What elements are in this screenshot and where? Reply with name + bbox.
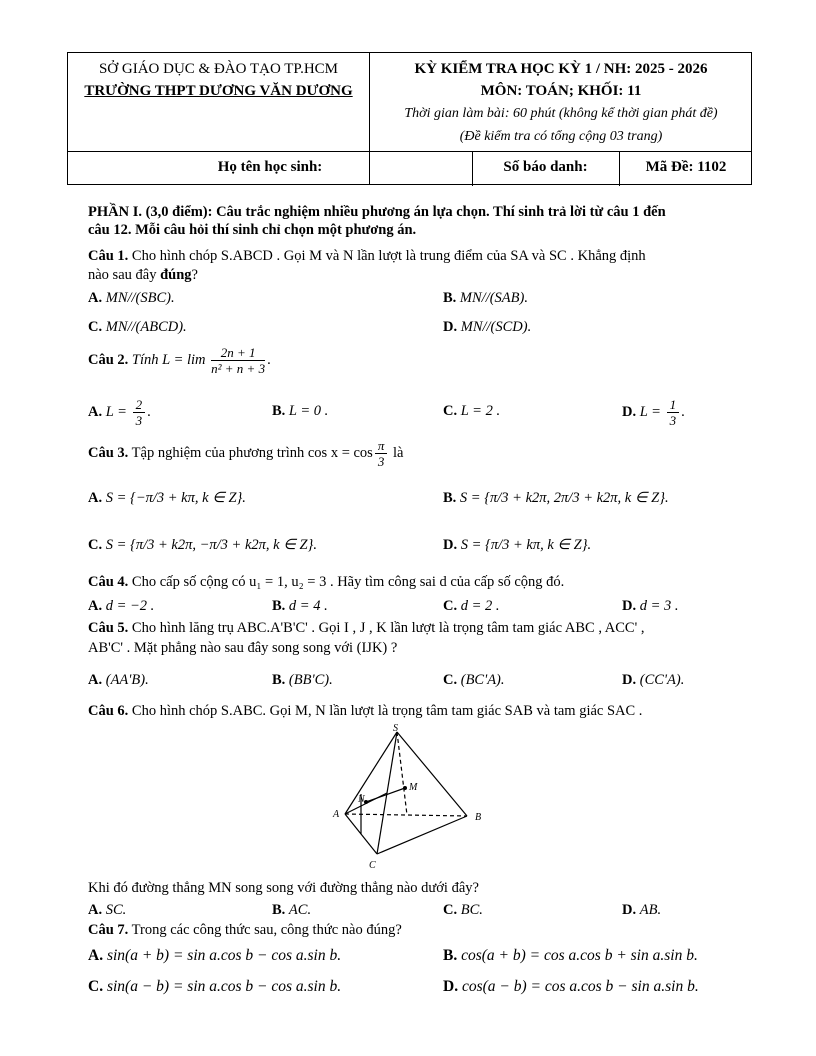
part1-heading-2: câu 12. Mỗi câu hỏi thí sinh chỉ chọn một phương án. <box>88 222 417 238</box>
question-6: Câu 6. Cho hình chóp S.ABC. Gọi M, N lần lượt là trọng tâm tam giác SAB và tam giác SAC . <box>88 703 643 719</box>
q6-option-c[interactable]: C. BC. <box>443 902 483 918</box>
q6-option-a[interactable]: A. SC. <box>88 902 127 918</box>
q2-option-b[interactable]: B. L = 0 . <box>272 403 329 419</box>
edge-SB <box>397 732 467 816</box>
question-7: Câu 7. Trong các công thức sau, công thức nào đúng? <box>88 922 402 938</box>
q7-option-d[interactable]: D. cos(a − b) = cos a.cos b − sin a.sin b. <box>443 978 699 995</box>
q6-text-cont: Khi đó đường thẳng MN song song với đường thẳng nào dưới đây? <box>88 880 479 896</box>
edge-AB-hidden <box>345 814 467 816</box>
exam-title: KỲ KIỂM TRA HỌC KỲ 1 / NH: 2025 - 2026 <box>414 61 708 77</box>
q3-option-b[interactable]: B. S = {π/3 + k2π, 2π/3 + k2π, k ∈ Z}. <box>443 490 669 506</box>
q1-option-b[interactable]: B. MN//(SAB). <box>443 290 528 306</box>
pyramid-figure <box>325 722 505 872</box>
q6-option-d[interactable]: D. AB. <box>622 902 662 918</box>
q3-option-d[interactable]: D. S = {π/3 + kπ, k ∈ Z}. <box>443 537 592 553</box>
q1-text: Cho hình chóp S.ABCD . Gọi M và N lần lượt là trung điểm của SA và SC . Khẳng định <box>131 248 646 264</box>
label-A: A <box>333 809 340 820</box>
q6-option-b[interactable]: B. AC. <box>272 902 312 918</box>
q1-option-c[interactable]: C. MN//(ABCD). <box>88 319 187 335</box>
subject-line: MÔN: TOÁN; KHỐI: 11 <box>480 83 642 99</box>
label-S: S <box>393 723 398 734</box>
q2-fraction: $\frac{2n + 1}{\text{n² + n + 3}}$ <box>211 345 266 376</box>
q7-option-a[interactable]: A. sin(a + b) = sin a.cos b − cos a.sin b. <box>88 947 342 964</box>
school-name: TRƯỜNG THPT DƯƠNG VĂN DƯƠNG <box>84 83 353 99</box>
q5-option-b[interactable]: B. (BB'C). <box>272 672 333 688</box>
dept-name: SỞ GIÁO DỤC & ĐÀO TẠO TP.HCM <box>98 61 339 77</box>
q1-option-a[interactable]: A. MN//(SBC). <box>88 290 175 306</box>
question-2: Câu 2. Tính L = lim $\frac{2n + 1}{\text{n² + n + 3}}$ . <box>88 345 271 376</box>
exam-header <box>67 52 752 185</box>
q1-text-cont: nào sau đây đúng? <box>88 267 198 283</box>
median-SAB <box>397 732 407 815</box>
q2-text: Tính L = lim <box>131 351 206 368</box>
q3-option-a[interactable]: A. S = {−π/3 + kπ, k ∈ Z}. <box>88 490 246 506</box>
label-C: C <box>369 860 376 871</box>
q4-option-b[interactable]: B. d = 4 . <box>272 598 328 614</box>
q1-option-d[interactable]: D. MN//(SCD). <box>443 319 532 335</box>
q7-option-c[interactable]: C. sin(a − b) = sin a.cos b − cos a.sin b. <box>88 978 342 995</box>
q2-option-c[interactable]: C. L = 2 . <box>443 403 501 419</box>
q2-option-d[interactable]: D. L = $\frac{1}{3}$ . <box>622 397 685 428</box>
q4-option-d[interactable]: D. d = 3 . <box>622 598 679 614</box>
label-M: M <box>409 782 418 793</box>
q4-option-c[interactable]: C. d = 2 . <box>443 598 500 614</box>
q2-option-a[interactable]: A. L = $\frac{2}{3}$ . <box>88 397 151 428</box>
question-1 <box>88 248 646 265</box>
point-M <box>403 786 407 790</box>
label-N: N <box>358 794 365 805</box>
time-note: Thời gian làm bài: 60 phút (không kể thời gian phát đề) <box>404 106 718 121</box>
q5-text-cont: AB'C' . Mặt phẳng nào sau đây song song với (IJK) ? <box>88 640 398 656</box>
sbd-label: Số báo danh: <box>503 159 588 175</box>
q7-option-b[interactable]: B. cos(a + b) = cos a.cos b + sin a.sin b. <box>443 947 698 964</box>
q3-option-c[interactable]: C. S = {π/3 + k2π, −π/3 + k2π, k ∈ Z}. <box>88 537 317 553</box>
edge-SA <box>345 732 397 814</box>
q4-option-a[interactable]: A. d = −2 . <box>88 598 155 614</box>
edge-CB <box>377 816 467 854</box>
question-4: Câu 4. Cho cấp số cộng có u₁ = 1, u₂ = 3 . Hãy tìm công sai d của cấp số cộng đó. <box>88 574 565 590</box>
q3-text: Tập nghiệm của phương trình cos x = cos <box>131 444 373 461</box>
q1-label: Câu 1. <box>88 248 129 264</box>
exam-code: Mã Đề: 1102 <box>645 159 727 175</box>
question-3: Câu 3. Tập nghiệm của phương trình cos x = cos $\frac{\pi}{3}$ là <box>88 438 404 469</box>
label-B: B <box>475 812 482 823</box>
q5-option-d[interactable]: D. (CC'A). <box>622 672 685 688</box>
pages-note: (Đề kiểm tra có tổng cộng 03 trang) <box>459 129 663 144</box>
q5-option-c[interactable]: C. (BC'A). <box>443 672 505 688</box>
question-5: Câu 5. Cho hình lăng trụ ABC.A'B'C' . Gọi I , J , K lần lượt là trọng tâm tam giác ABC , ACC' , <box>88 620 645 636</box>
part1-heading: PHẦN I. (3,0 điểm): Câu trắc nghiệm nhiều phương án lựa chọn. Thí sinh trả lời từ câu 1 đến <box>88 204 666 220</box>
q5-option-a[interactable]: A. (AA'B). <box>88 672 149 688</box>
student-name-label: Họ tên học sinh: <box>217 159 323 175</box>
